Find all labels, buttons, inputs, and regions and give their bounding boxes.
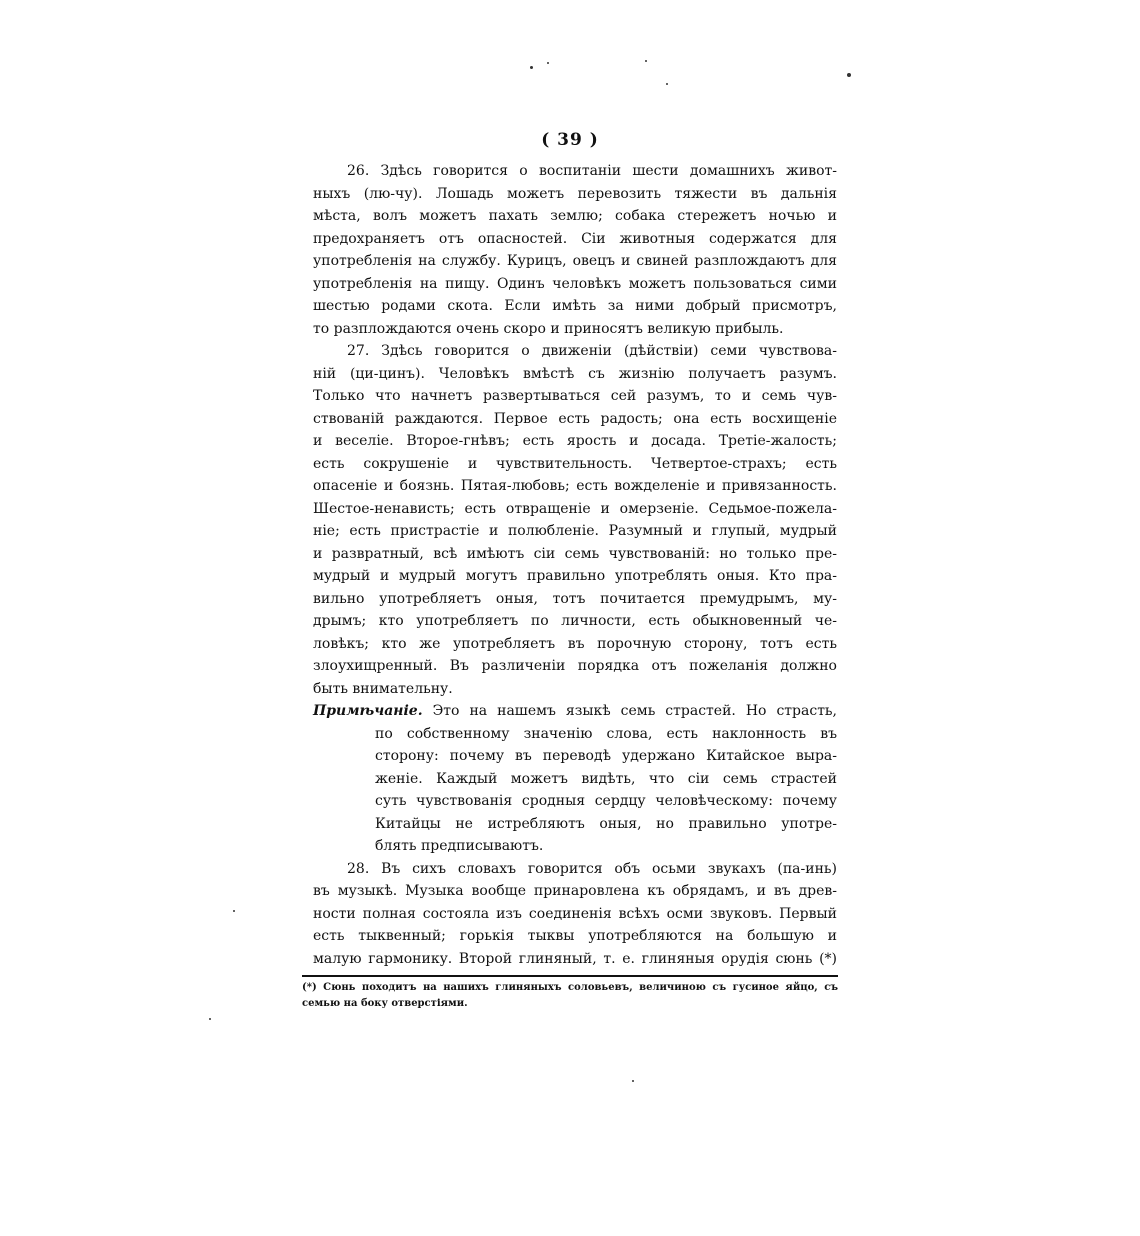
text-line: 26. Здѣсь говорится о воспитаніи шести домашнихъ живот- — [347, 163, 837, 179]
text-line: блять предписываютъ. — [375, 838, 544, 854]
text-line: мѣста, волъ можетъ пахать землю; собака стережетъ ночью и — [313, 208, 837, 224]
note-first-line — [313, 700, 837, 723]
note-first-text: Это на нашемъ языкѣ семь страстей. Но страсть, — [432, 703, 838, 719]
text-line: употребленія на службу. Курицъ, овецъ и свиней разплождаютъ для — [313, 253, 837, 269]
note-label: Примѣчаніе. — [313, 703, 423, 719]
footnote-line: (*) Сюнь походитъ на нашихъ глиняныхъ соловьевъ, величиною съ гусиное яйцо, съ — [302, 982, 838, 993]
text-line: злоухищренный. Въ различеніи порядка отъ пожеланія должно — [313, 658, 837, 674]
text-line: и развратный, всѣ имѣютъ сіи семь чувствованій: но только пре- — [313, 545, 837, 562]
text-line: быть внимательну. — [313, 680, 453, 697]
text-line: ныхъ (лю-чу). Лошадь можетъ перевозить тяжести въ дальнія — [313, 185, 837, 202]
text-line: 28. Въ сихъ словахъ говорится объ осьми звукахъ (па-инь) — [347, 860, 837, 877]
text-line: женіе. Каждый можетъ видѣть, что сіи семь страстей — [375, 770, 837, 787]
text-line: есть сокрушеніе и чувствительность. Четвертое-страхъ; есть — [313, 455, 837, 472]
scan-speck — [530, 66, 533, 69]
main-text — [313, 160, 837, 970]
paragraph-26 — [313, 160, 837, 340]
text-line: предохраняетъ отъ опасностей. Сіи животныя содержатся для — [313, 230, 837, 247]
text-line: Шестое-ненависть; есть отвращеніе и омерзеніе. Седьмое-пожела- — [313, 500, 837, 517]
text-line: ніе; есть пристрастіе и полюбленіе. Разумный и глупый, мудрый — [313, 523, 837, 539]
text-line: есть тыквенный; горькія тыквы употребляются на большую и — [313, 928, 837, 944]
scan-speck — [666, 83, 668, 85]
text-line: суть чувствованія сродныя сердцу человѣческому: почему — [375, 793, 837, 809]
text-line: вильно употребляетъ оныя, тотъ почитается премудрымъ, му- — [313, 590, 837, 607]
text-line: ній (ци-цинъ). Человѣкъ вмѣстѣ съ жизнію получаетъ разумъ. — [313, 365, 837, 382]
scan-speck — [233, 910, 235, 912]
text-line: по собственному значенію слова, есть наклонность въ — [375, 725, 837, 742]
text-line: Только что начнетъ развертываться сей разумъ, то и семь чув- — [313, 388, 837, 404]
page-number: ( 39 ) — [541, 130, 599, 150]
scan-speck — [209, 1018, 211, 1020]
scan-speck — [847, 73, 851, 77]
text-line: употребленія на пищу. Одинъ человѣкъ можетъ пользоваться сими — [313, 275, 837, 292]
text-line: и веселіе. Второе-гнѣвъ; есть ярость и досада. Третіе-жалость; — [313, 433, 837, 449]
text-line: опасеніе и боязнь. Пятая-любовь; есть вожделеніе и привязанность. — [313, 478, 837, 494]
note-body — [313, 723, 837, 858]
footnote — [302, 980, 838, 1012]
text-line: дрымъ; кто употребляетъ по личности, есть обыкновенный че- — [313, 613, 837, 629]
text-line: въ музыкѣ. Музыка вообще принаровлена къ обрядамъ, и въ древ- — [313, 883, 837, 899]
paragraph-27 — [313, 340, 837, 700]
paragraph-28 — [313, 858, 837, 971]
text-line: 27. Здѣсь говорится о движеніи (дѣйствіи) семи чувствова- — [347, 343, 837, 359]
scan-speck — [547, 62, 549, 64]
note — [313, 700, 837, 858]
footnote-line: семью на боку отверстіями. — [302, 998, 468, 1009]
text-line: сторону: почему въ переводѣ удержано Китайское выра- — [375, 748, 837, 764]
footnote-divider — [302, 975, 838, 977]
text-line: ловѣкъ; кто же употребляетъ въ порочную сторону, тотъ есть — [313, 635, 837, 652]
text-line: мудрый и мудрый могутъ правильно употреблять оныя. Кто пра- — [313, 568, 837, 584]
scan-speck — [645, 60, 647, 62]
text-line: малую гармонику. Второй глиняный, т. е. глиняныя орудія сюнь (*) — [313, 950, 837, 967]
text-line: ности полная состояла изъ соединенія всѣхъ осми звуковъ. Первый — [313, 905, 837, 922]
text-line: шестью родами скота. Если имѣть за ними добрый присмотръ, — [313, 298, 837, 314]
text-line: то разплождаются очень скоро и приносятъ великую прибыль. — [313, 320, 784, 337]
text-line: ствованій раждаются. Первое есть радость; она есть восхищеніе — [313, 410, 837, 427]
text-line: Китайцы не истребляютъ оныя, но правильно употре- — [375, 815, 837, 832]
scan-speck — [632, 1080, 634, 1082]
